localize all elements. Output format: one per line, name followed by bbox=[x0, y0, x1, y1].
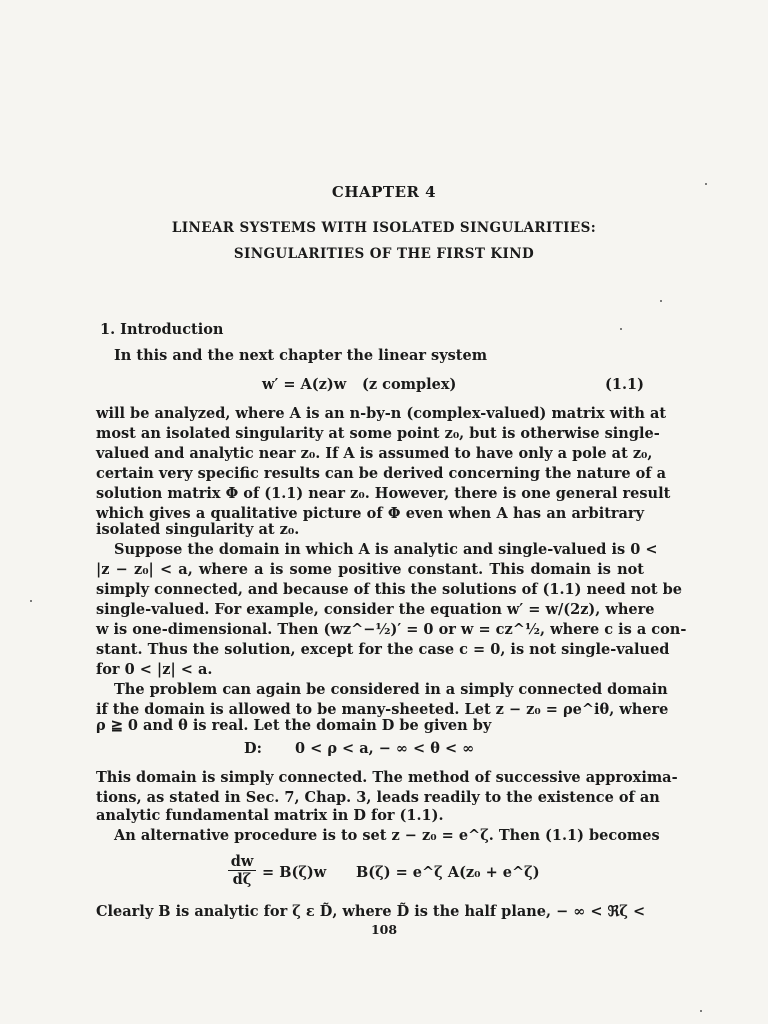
chapter-heading: CHAPTER 4 bbox=[331, 183, 437, 201]
text-line: isolated singularity at z₀. bbox=[96, 521, 300, 538]
page-number: 108 bbox=[370, 922, 398, 937]
fraction-denominator: dζ bbox=[232, 871, 252, 888]
fraction-numerator: dw bbox=[228, 854, 256, 871]
text-line: ρ ≧ 0 and θ is real. Let the domain D be given by bbox=[96, 717, 492, 734]
text-line: will be analyzed, where A is an n-by-n (complex-valued) matrix with at bbox=[96, 405, 667, 422]
scan-speck bbox=[660, 300, 662, 302]
equation-1-1-note: (z complex) bbox=[362, 376, 457, 393]
text-line: most an isolated singularity at some point z₀, but is otherwise single- bbox=[96, 425, 660, 442]
text-line: for 0 < |z| < a. bbox=[96, 661, 213, 678]
text-line: solution matrix Φ of (1.1) near z₀. However, there is one general result bbox=[96, 485, 671, 502]
scan-speck bbox=[30, 600, 32, 602]
equation-rhs: = B(ζ)w bbox=[262, 864, 327, 881]
text-line: Clearly B is analytic for ζ ε D̃, where D̃ is the half plane, − ∞ < ℜζ < bbox=[96, 903, 646, 920]
text-line: analytic fundamental matrix in D for (1.1). bbox=[96, 807, 444, 824]
text-line: simply connected, and because of this the solutions of (1.1) need not be bbox=[96, 581, 683, 598]
equation-1-1: w′ = A(z)w bbox=[262, 376, 347, 393]
scan-speck bbox=[705, 183, 707, 185]
equation-domain: 0 < ρ < a, − ∞ < θ < ∞ bbox=[295, 740, 475, 757]
section-heading: 1. Introduction bbox=[100, 321, 224, 338]
text-line: In this and the next chapter the linear system bbox=[114, 347, 488, 364]
text-line: An alternative procedure is to set z − z₀ = e^ζ. Then (1.1) becomes bbox=[114, 827, 660, 844]
text-line: |z − z₀| < a, where a is some positive constant. This domain is not bbox=[96, 561, 644, 578]
scan-speck bbox=[700, 1010, 702, 1012]
text-line: stant. Thus the solution, except for the case c = 0, is not single-valued bbox=[96, 641, 670, 658]
text-line: valued and analytic near z₀. If A is assumed to have only a pole at z₀, bbox=[96, 445, 653, 462]
text-line: The problem can again be considered in a simply connected domain bbox=[114, 681, 668, 698]
text-line: single-valued. For example, consider the equation w′ = w/(2z), where bbox=[96, 601, 655, 618]
text-line: if the domain is allowed to be many-sheeted. Let z − z₀ = ρe^iθ, where bbox=[96, 701, 669, 718]
text-line: This domain is simply connected. The method of successive approxima- bbox=[96, 769, 678, 786]
text-line: w is one-dimensional. Then (wz^−½)′ = 0 or w = cz^½, where c is a con- bbox=[96, 621, 687, 638]
equation-lhs-fraction bbox=[228, 854, 256, 889]
equation-definition: B(ζ) = e^ζ A(z₀ + e^ζ) bbox=[356, 864, 540, 881]
text-line: which gives a qualitative picture of Φ even when A has an arbitrary bbox=[96, 505, 644, 522]
scan-speck bbox=[620, 328, 622, 330]
chapter-title-line-2: SINGULARITIES OF THE FIRST KIND bbox=[233, 246, 535, 262]
equation-number: (1.1) bbox=[605, 376, 644, 393]
text-line: Suppose the domain in which A is analytic and single-valued is 0 < bbox=[114, 541, 658, 558]
text-line: tions, as stated in Sec. 7, Chap. 3, leads readily to the existence of an bbox=[96, 789, 660, 806]
text-line: certain very specific results can be derived concerning the nature of a bbox=[96, 465, 666, 482]
equation-domain-label: D: bbox=[244, 740, 262, 757]
chapter-title-line-1: LINEAR SYSTEMS WITH ISOLATED SINGULARITIES: bbox=[171, 220, 597, 236]
